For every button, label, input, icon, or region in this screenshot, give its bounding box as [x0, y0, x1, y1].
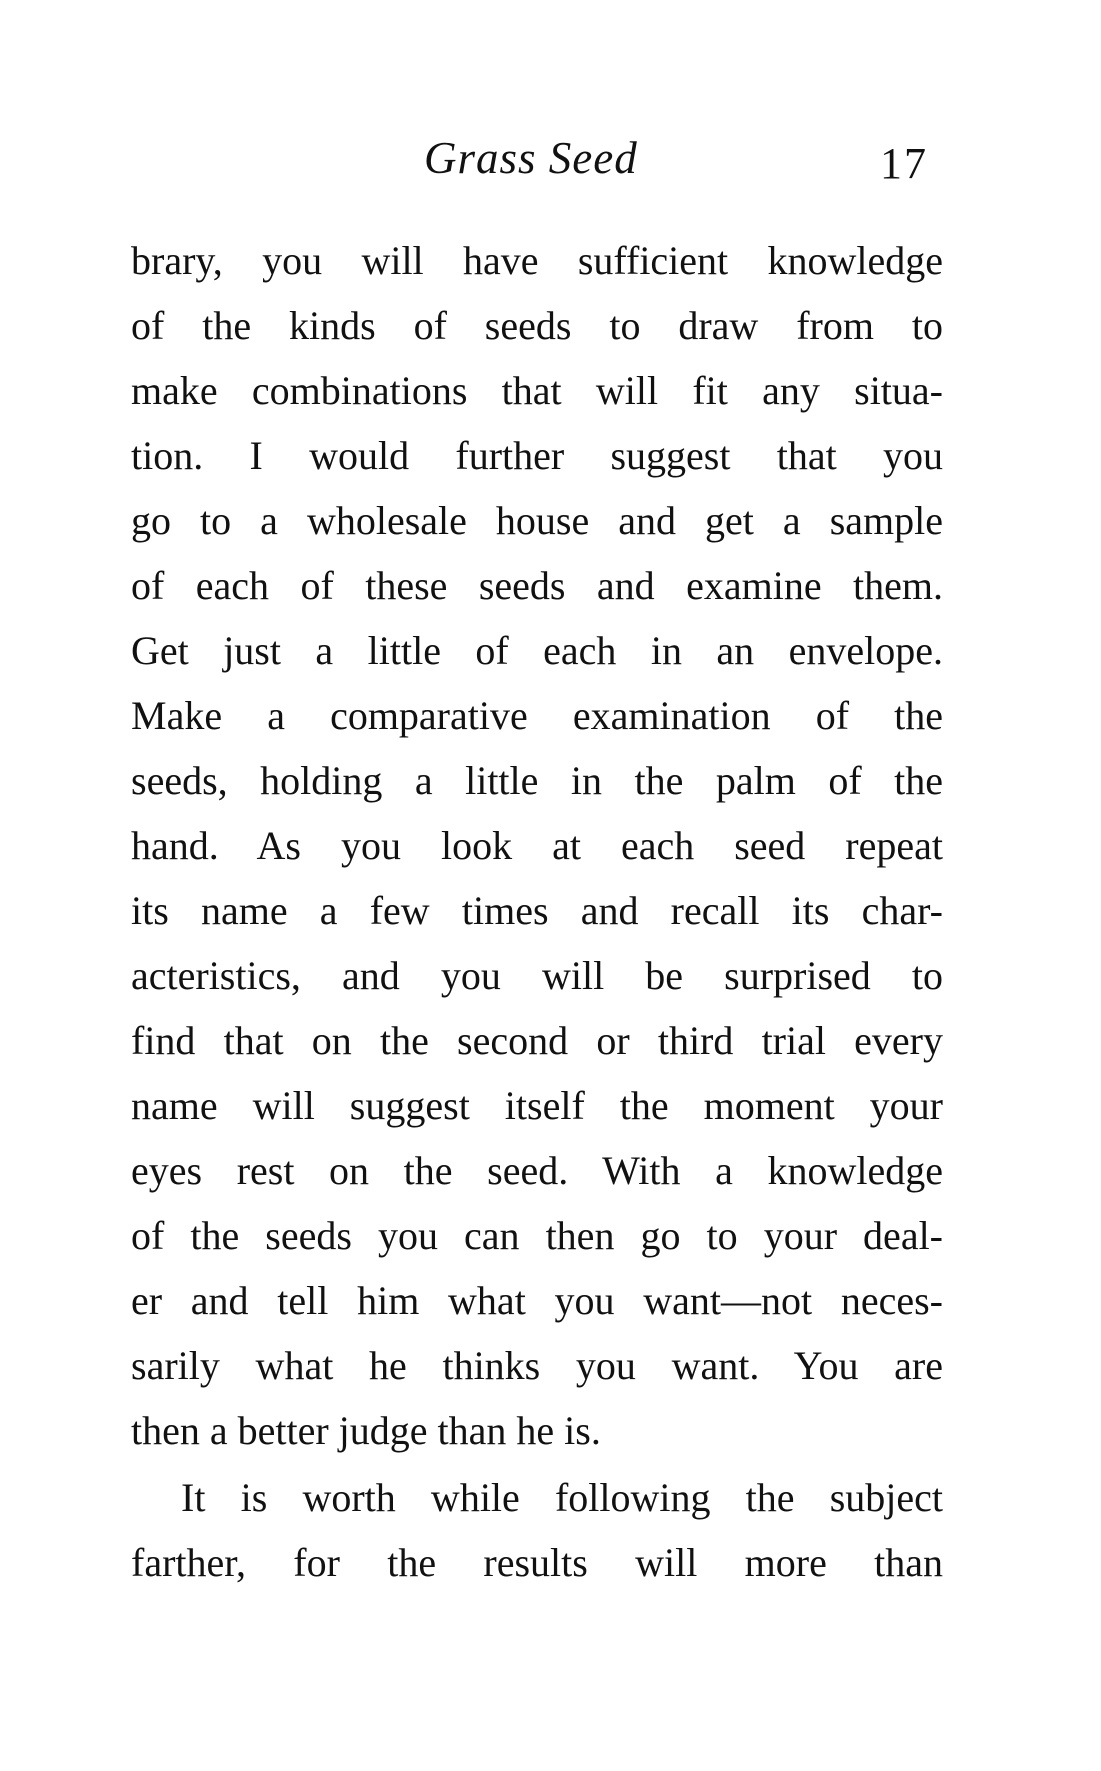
running-head — [0, 128, 1101, 188]
text-line: find that on the second or third trial every — [131, 1018, 943, 1063]
text-line: Make a comparative examination of the — [131, 693, 943, 738]
text-line: of the kinds of seeds to draw from to — [131, 303, 943, 348]
text-line: acteristics, and you will be surprised to — [131, 953, 943, 998]
body-text — [131, 228, 943, 1595]
text-line: Get just a little of each in an envelope. — [131, 628, 943, 673]
running-title: Grass Seed — [424, 133, 638, 183]
text-line: name will suggest itself the moment your — [131, 1083, 943, 1128]
paragraph-2 — [131, 1465, 943, 1595]
text-line: tion. I would further suggest that you — [131, 433, 943, 478]
text-line: seeds, holding a little in the palm of the — [131, 758, 943, 803]
paragraph-1 — [131, 228, 943, 1463]
text-line: make combinations that will fit any situa- — [131, 368, 943, 413]
text-line: of each of these seeds and examine them. — [131, 563, 943, 608]
text-line: farther, for the results will more than — [131, 1540, 943, 1585]
text-line: go to a wholesale house and get a sample — [131, 498, 943, 543]
text-line: of the seeds you can then go to your deal- — [131, 1213, 943, 1258]
text-line: brary, you will have sufficient knowledge — [131, 238, 943, 283]
text-line: eyes rest on the seed. With a knowledge — [131, 1148, 943, 1193]
text-line: It is worth while following the subject — [181, 1475, 943, 1520]
text-line: then a better judge than he is. — [131, 1408, 601, 1453]
text-line: its name a few times and recall its char- — [131, 888, 943, 933]
text-line: er and tell him what you want—not neces- — [131, 1278, 943, 1323]
text-line: sarily what he thinks you want. You are — [131, 1343, 943, 1388]
text-line: hand. As you look at each seed repeat — [131, 823, 943, 868]
page-number: 17 — [880, 139, 928, 188]
